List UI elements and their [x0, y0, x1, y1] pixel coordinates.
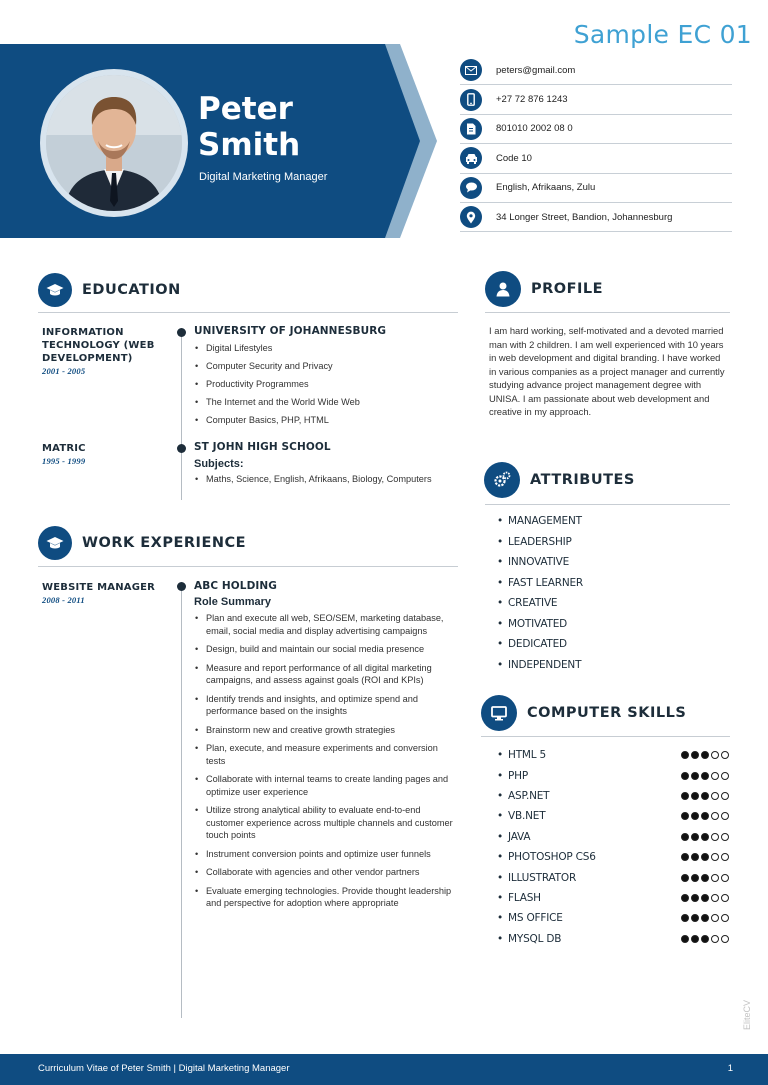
- skill-label: MS OFFICE: [508, 912, 563, 925]
- list-item: • Productivity Programmes: [194, 378, 459, 396]
- skill-rating-dots: [681, 914, 729, 922]
- list-item: • Collaborate with agencies and other vendor partners: [194, 866, 456, 879]
- attribute-item: • FAST LEARNER: [497, 576, 584, 589]
- rating-dot-filled: [691, 792, 699, 800]
- institution-name: UNIVERSITY OF JOHANNESBURG: [194, 325, 387, 337]
- speech-bubble-icon: [460, 177, 482, 199]
- subjects-list: [194, 473, 434, 486]
- rating-dot-empty: [711, 935, 719, 943]
- attribute-item: • INDEPENDENT: [497, 658, 582, 671]
- rating-dot-filled: [701, 792, 709, 800]
- footer-bar: [0, 1054, 768, 1085]
- attribute-label: INDEPENDENT: [508, 658, 582, 671]
- education-entry-2-title: MATRIC: [42, 443, 86, 454]
- rating-dot-filled: [701, 751, 709, 759]
- list-item: • Plan, execute, and measure experiments and conversion tests: [194, 742, 456, 767]
- rating-dot-filled: [691, 935, 699, 943]
- list-item: • Plan and execute all web, SEO/SEM, marketing database, email, social media and display advertising campaigns: [194, 612, 456, 637]
- education-entry-2-dates: 1995 - 1999: [42, 456, 86, 466]
- list-item: • Brainstorm new and creative growth strategies: [194, 724, 456, 737]
- person-name: [198, 91, 300, 163]
- phone-icon: [460, 89, 482, 111]
- graduation-cap-icon: [38, 273, 72, 307]
- profile-photo: [46, 75, 182, 211]
- skill-row: [497, 765, 729, 785]
- work-timeline: [181, 586, 182, 1018]
- attributes-heading: [484, 462, 635, 498]
- list-item: • Measure and report performance of all digital marketing campaigns, and assess against goals (ROI and KPIs): [194, 662, 456, 687]
- skill-name: • JAVA: [497, 830, 531, 843]
- id-document-icon: [460, 118, 482, 140]
- rating-dot-empty: [711, 874, 719, 882]
- skill-rating-dots: [681, 772, 729, 780]
- rating-dot-filled: [701, 914, 709, 922]
- email-text: peters@gmail.com: [496, 64, 576, 76]
- skill-rating-dots: [681, 853, 729, 861]
- attribute-label: DEDICATED: [508, 638, 567, 650]
- attributes-list: [497, 515, 583, 679]
- contact-list: [460, 56, 732, 232]
- skill-name: • MS OFFICE: [497, 912, 563, 925]
- company-name: ABC HOLDING: [194, 580, 278, 592]
- contact-email: [460, 56, 732, 85]
- list-item: • Identify trends and insights, and optimize spend and performance based on the insights: [194, 693, 456, 718]
- id-number-text: 801010 2002 08 0: [496, 123, 573, 135]
- contact-address: [460, 203, 732, 232]
- rating-dot-filled: [681, 894, 689, 902]
- car-icon: [460, 147, 482, 169]
- map-pin-icon: [460, 206, 482, 228]
- contact-id: [460, 115, 732, 144]
- skill-label: PHOTOSHOP CS6: [508, 851, 596, 864]
- rating-dot-filled: [701, 812, 709, 820]
- profile-photo-frame: [40, 69, 188, 217]
- skill-rating-dots: [681, 894, 729, 902]
- attribute-label: INNOVATIVE: [508, 556, 570, 568]
- rating-dot-filled: [691, 833, 699, 841]
- rating-dot-empty: [721, 772, 729, 780]
- institution-name: ST JOHN HIGH SCHOOL: [194, 441, 331, 453]
- rating-dot-empty: [711, 751, 719, 759]
- computer-skills-heading: [481, 695, 686, 731]
- rating-dot-empty: [711, 894, 719, 902]
- rating-dot-filled: [681, 874, 689, 882]
- skill-name: • PHOTOSHOP CS6: [497, 851, 596, 864]
- skill-label: ILLUSTRATOR: [508, 871, 577, 884]
- rating-dot-empty: [721, 874, 729, 882]
- skill-name: • ASP.NET: [497, 789, 550, 802]
- rating-dot-empty: [721, 914, 729, 922]
- timeline-dot: [177, 582, 186, 591]
- attribute-item: • INNOVATIVE: [497, 556, 570, 568]
- list-item: • Collaborate with internal teams to create landing pages and optimize user experience: [194, 773, 456, 798]
- rating-dot-filled: [691, 853, 699, 861]
- contact-license: [460, 144, 732, 173]
- attribute-item: • MOTIVATED: [497, 617, 568, 630]
- skill-row: [497, 908, 729, 928]
- skill-row: [497, 867, 729, 887]
- skills-divider: [481, 736, 730, 737]
- address-text: 34 Longer Street, Bandion, Johannesburg: [496, 211, 673, 223]
- list-item: • Utilize strong analytical ability to evaluate end-to-end customer experience across multiple channels and customer touch points: [194, 804, 456, 842]
- list-item: • Digital Lifestyles: [194, 342, 459, 360]
- rating-dot-empty: [711, 833, 719, 841]
- skill-label: ASP.NET: [508, 789, 550, 802]
- rating-dot-filled: [681, 792, 689, 800]
- phone-text: +27 72 876 1243: [496, 94, 568, 106]
- timeline-dot: [177, 328, 186, 337]
- contact-phone: [460, 85, 732, 114]
- rating-dot-empty: [721, 853, 729, 861]
- rating-dot-filled: [681, 914, 689, 922]
- education-heading: [38, 273, 181, 307]
- rating-dot-filled: [701, 874, 709, 882]
- skill-label: FLASH: [508, 891, 541, 904]
- skill-row: [497, 745, 729, 765]
- attribute-item: • DEDICATED: [497, 638, 567, 650]
- skill-rating-dots: [681, 751, 729, 759]
- license-text: Code 10: [496, 152, 532, 164]
- page-number: 1: [727, 1063, 733, 1074]
- attribute-item: • CREATIVE: [497, 597, 558, 609]
- profile-summary: I am hard working, self-motivated and a devoted married man with 2 children. I am well experienced with 10 years in web development and digital branding. I have worked in various companies as a project manager and currently studying advance project management degree with UNISA. I am passionate about web development and creative in my approach.: [489, 325, 725, 417]
- rating-dot-filled: [681, 853, 689, 861]
- list-item: • Maths, Science, English, Afrikaans, Biology, Computers: [194, 473, 434, 486]
- contact-languages: [460, 174, 732, 203]
- skill-name: • VB.NET: [497, 810, 546, 823]
- skill-name: • MYSQL DB: [497, 932, 562, 945]
- rating-dot-filled: [701, 833, 709, 841]
- rating-dot-empty: [711, 792, 719, 800]
- rating-dot-empty: [711, 853, 719, 861]
- gears-icon: [484, 462, 520, 498]
- rating-dot-empty: [721, 833, 729, 841]
- attribute-item: • MANAGEMENT: [497, 515, 582, 527]
- skill-label: HTML 5: [508, 749, 547, 762]
- responsibilities-list: [194, 612, 456, 910]
- attribute-label: LEADERSHIP: [508, 535, 572, 548]
- attribute-item: • LEADERSHIP: [497, 535, 572, 548]
- rating-dot-empty: [711, 812, 719, 820]
- last-name: Smith: [198, 127, 301, 163]
- computer-skills-heading-label: COMPUTER SKILLS: [527, 705, 687, 721]
- skill-row: [497, 847, 729, 867]
- rating-dot-empty: [721, 751, 729, 759]
- skill-rating-dots: [681, 874, 729, 882]
- work-experience-heading: [38, 526, 246, 560]
- skill-label: JAVA: [508, 830, 531, 843]
- rating-dot-filled: [691, 772, 699, 780]
- education-entry-2-label: [42, 442, 172, 468]
- attributes-heading-label: ATTRIBUTES: [530, 472, 635, 488]
- rating-dot-empty: [721, 812, 729, 820]
- attribute-label: FAST LEARNER: [508, 576, 584, 589]
- list-item: • The Internet and the World Wide Web: [194, 396, 459, 414]
- header-banner: [0, 44, 440, 238]
- rating-dot-filled: [691, 812, 699, 820]
- skill-rating-dots: [681, 935, 729, 943]
- education-divider: [38, 312, 458, 313]
- skill-rating-dots: [681, 812, 729, 820]
- skill-name: • ILLUSTRATOR: [497, 871, 577, 884]
- list-item: • Evaluate emerging technologies. Provide thought leadership and perspective for adoption where appropriate: [194, 885, 456, 910]
- education-entry-2: [194, 441, 434, 486]
- rating-dot-empty: [721, 935, 729, 943]
- skill-rating-dots: [681, 833, 729, 841]
- education-timeline: [181, 332, 182, 500]
- skill-label: MYSQL DB: [508, 932, 562, 945]
- attribute-label: MOTIVATED: [508, 617, 568, 630]
- rating-dot-empty: [711, 772, 719, 780]
- envelope-icon: [460, 59, 482, 81]
- attribute-label: CREATIVE: [508, 597, 558, 609]
- skill-row: [497, 929, 729, 949]
- languages-text: English, Afrikaans, Zulu: [496, 182, 596, 194]
- education-entry-1-dates: 2001 - 2005: [42, 366, 86, 376]
- education-heading-label: EDUCATION: [82, 282, 181, 298]
- work-entry-1-title: WEBSITE MANAGER: [42, 582, 156, 593]
- sample-tag: Sample EC 01: [573, 20, 752, 49]
- skill-row: [497, 888, 729, 908]
- user-icon: [485, 271, 521, 307]
- rating-dot-filled: [681, 833, 689, 841]
- rating-dot-filled: [681, 751, 689, 759]
- rating-dot-filled: [691, 914, 699, 922]
- skill-row: [497, 786, 729, 806]
- profile-heading: [485, 271, 603, 307]
- work-entry-1-dates: 2008 - 2011: [42, 595, 85, 605]
- watermark: EliteCV: [742, 999, 752, 1030]
- timeline-dot: [177, 444, 186, 453]
- education-entry-1: [194, 325, 459, 432]
- skill-row: [497, 827, 729, 847]
- skill-rating-dots: [681, 792, 729, 800]
- work-experience-heading-label: WORK EXPERIENCE: [82, 535, 247, 551]
- rating-dot-filled: [681, 812, 689, 820]
- job-title: Digital Marketing Manager: [199, 171, 328, 183]
- rating-dot-filled: [691, 751, 699, 759]
- rating-dot-filled: [691, 874, 699, 882]
- graduation-cap-icon: [38, 526, 72, 560]
- rating-dot-filled: [701, 853, 709, 861]
- education-entry-1-title: INFORMATION TECHNOLOGY (WEB DEVELOPMENT): [42, 327, 155, 364]
- list-item: • Design, build and maintain our social media presence: [194, 643, 456, 656]
- skill-name: • HTML 5: [497, 749, 547, 762]
- work-divider: [38, 566, 458, 567]
- role-summary-heading: Role Summary: [194, 596, 272, 608]
- rating-dot-empty: [711, 914, 719, 922]
- skill-label: PHP: [508, 769, 528, 782]
- first-name: Peter: [198, 91, 293, 127]
- work-entry-1: [194, 580, 456, 910]
- education-entry-1-label: [42, 326, 172, 378]
- skill-name: • PHP: [497, 769, 528, 782]
- list-item: • Computer Basics, PHP, HTML: [194, 414, 459, 432]
- work-entry-1-label: [42, 581, 177, 607]
- skill-row: [497, 806, 729, 826]
- attribute-label: MANAGEMENT: [508, 515, 582, 527]
- attributes-divider: [485, 504, 730, 505]
- rating-dot-filled: [701, 772, 709, 780]
- profile-heading-label: PROFILE: [531, 281, 604, 297]
- list-item: • Instrument conversion points and optimize user funnels: [194, 848, 456, 861]
- rating-dot-empty: [721, 792, 729, 800]
- rating-dot-empty: [721, 894, 729, 902]
- profile-divider: [485, 312, 730, 313]
- subjects-heading: Subjects:: [194, 458, 244, 470]
- list-item: • Computer Security and Privacy: [194, 360, 459, 378]
- skill-name: • FLASH: [497, 891, 541, 904]
- monitor-icon: [481, 695, 517, 731]
- rating-dot-filled: [681, 935, 689, 943]
- footer-text: Curriculum Vitae of Peter Smith | Digital Marketing Manager: [38, 1063, 290, 1074]
- rating-dot-filled: [701, 935, 709, 943]
- skill-label: VB.NET: [508, 810, 546, 823]
- rating-dot-filled: [691, 894, 699, 902]
- skills-list: [497, 745, 729, 949]
- rating-dot-filled: [681, 772, 689, 780]
- rating-dot-filled: [701, 894, 709, 902]
- course-list: [194, 342, 459, 432]
